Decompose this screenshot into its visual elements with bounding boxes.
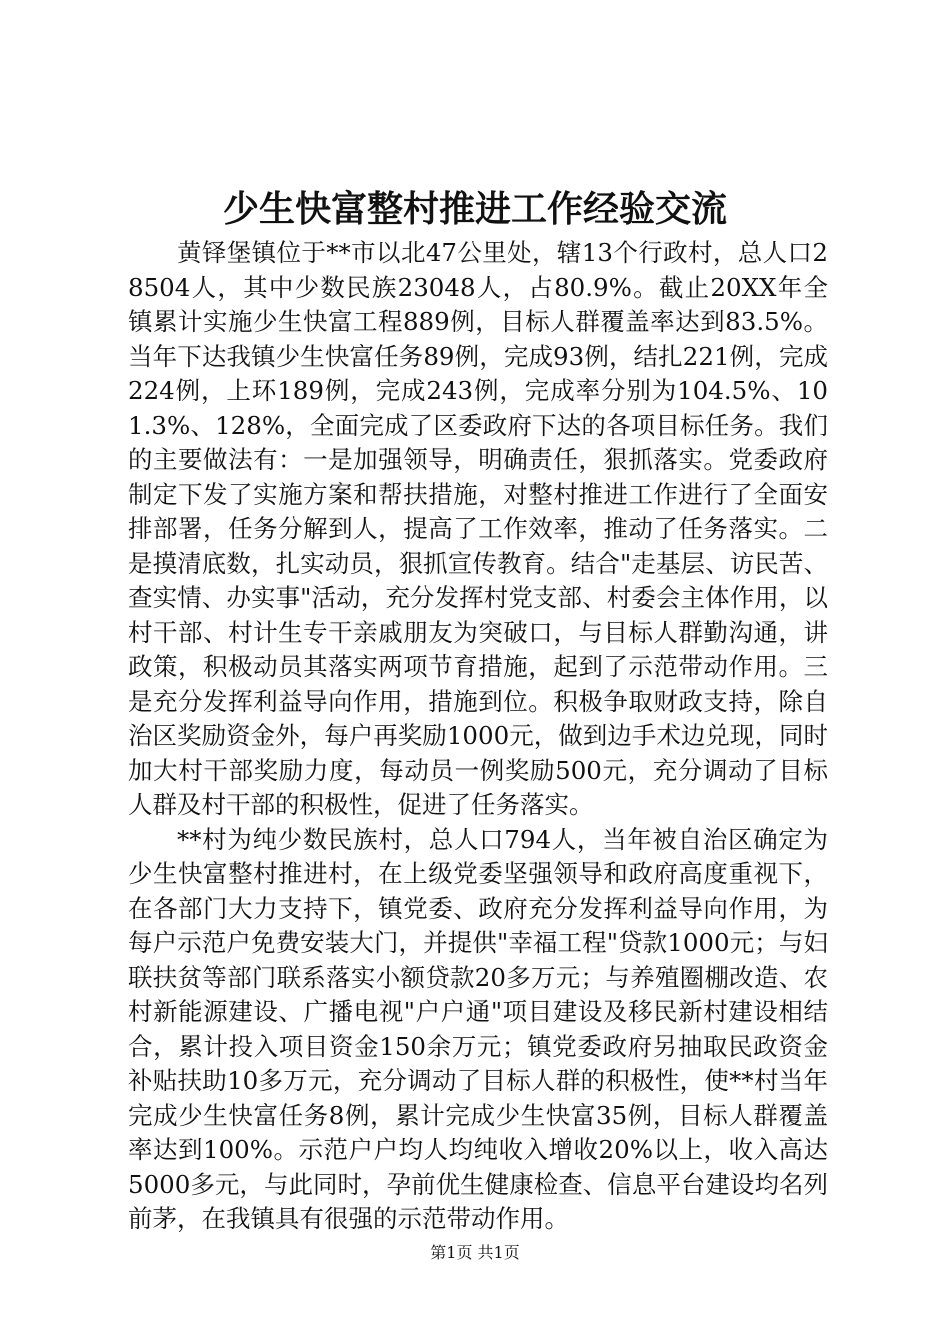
page-footer: 第1页 共1页 bbox=[430, 1243, 520, 1262]
paragraph-2: **村为纯少数民族村，总人口794人，当年被自治区确定为少生快富整村推进村，在上级党委坚强领导和政府高度重视下，在各部门大力支持下，镇党委、政府充分发挥利益导向作用，为每户示范户免费安装大门，并提供"幸福工程"贷款1000元；与妇联扶贫等部门联系落实小额贷款20多万元；与养殖圈棚改造、农村新能源建设、广播电视"户户通"项目建设及移民新村建设相结合，累计投入项目资金150余万元；镇党委政府另抽取民政资金补贴扶助10多万元，充分调动了目标人群的积极性，使**村当年完成少生快富任务8例，累计完成少生快富35例，目标人群覆盖率达到100%。示范户户均人均纯收入增收20%以上，收入高达5000多元，与此同时，孕前优生健康检查、信息平台建设均名列前茅，在我镇具有很强的示范带动作用。 bbox=[128, 824, 828, 1233]
document-title: 少生快富整村推进工作经验交流 bbox=[222, 188, 727, 230]
paragraph-1: 黄铎堡镇位于**市以北47公里处，辖13个行政村，总人口28504人，其中少数民族23048人，占80.9%。截止20XX年全镇累计实施少生快富工程889例，目标人群覆盖率达到83.5%。当年下达我镇少生快富任务89例，完成93例，结扎221例，完成224例，上环189例，完成243例，完成率分别为104.5%、101.3%、128%，全面完成了区委政府下达的各项目标任务。我们的主要做法有：一是加强领导，明确责任，狠抓落实。党委政府制定下发了实施方案和帮扶措施，对整村推进工作进行了全面安排部署，任务分解到人，提高了工作效率，推动了任务落实。二是摸清底数，扎实动员，狠抓宣传教育。结合"走基层、访民苦、查实情、办实事"活动，充分发挥村党支部、村委会主体作用，以村干部、村计生专干亲戚朋友为突破口，与目标人群勤沟通，讲政策，积极动员其落实两项节育措施，起到了示范带动作用。三是充分发挥利益导向作用，措施到位。积极争取财政支持，除自治区奖励资金外，每户再奖励1000元，做到边手术边兑现，同时加大村干部奖励力度，每动员一例奖励500元，充分调动了目标人群及村干部的积极性，促进了任务落实。 bbox=[128, 238, 828, 819]
document-body bbox=[128, 236, 828, 1237]
